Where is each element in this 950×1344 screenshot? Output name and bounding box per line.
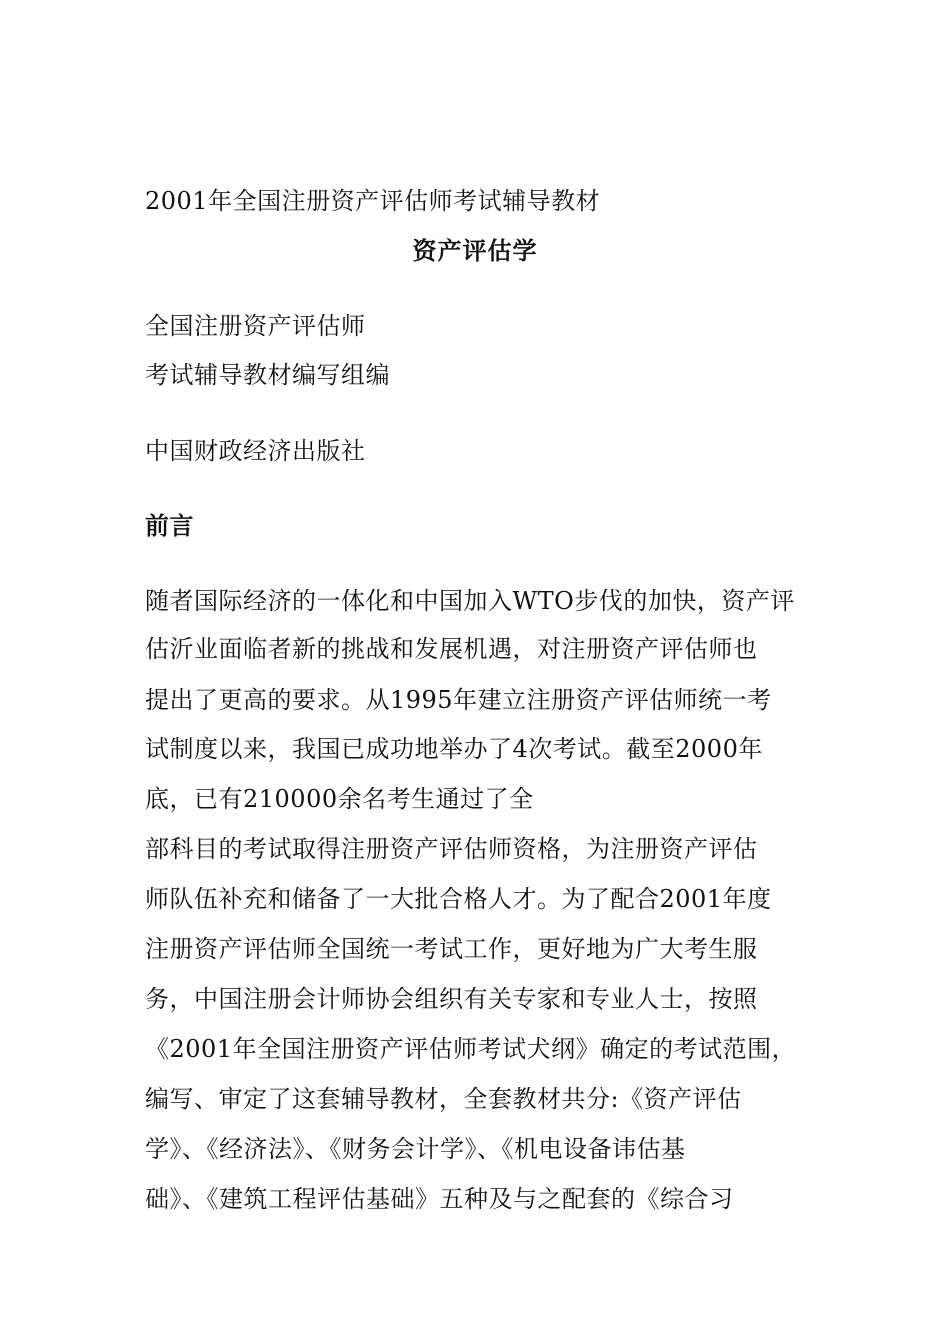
preface-line: 师队伍补充和储备了一大批合格人才。为了配合2001年度 (145, 885, 772, 913)
preface-line: 础》、《建筑工程评估基础》五种及与之配套的《综合习 (145, 1185, 734, 1213)
preface-heading: 前言 (145, 511, 194, 540)
preface-line: 提出了更高的要求。从1995年建立注册资产评估师统一考 (145, 686, 772, 714)
preface-line: 《2001年全国注册资产评估师考试犬纲》确定的考试范围， (145, 1035, 797, 1063)
preface-line: 学》、《经济法》、《财务会计学》、《机电设备讳估基 (145, 1135, 686, 1163)
preface-line: 编写、审定了这套辅导教材，全套教材共分:《资产评估 (145, 1085, 742, 1113)
author-line-1: 全国注册资产评估师 (145, 312, 366, 340)
preface-line: 部科目的考试取得注册资产评估师资格，为注册资产评估 (145, 835, 758, 863)
preface-line: 试制度以来，我国已成功地举办了4次考试。截至2000年 (145, 735, 763, 763)
preface-line: 底，已有210000余名考生通过了全 (145, 785, 534, 813)
book-title: 资产评估学 (412, 236, 538, 265)
series-title: 2001年全国注册资产评估师考试辅导教材 (145, 187, 601, 215)
preface-line: 务，中国注册会计师协会组织有关专家和专业人士，按照 (145, 985, 758, 1013)
publisher: 中国财政经济出版社 (145, 437, 366, 465)
preface-line: 注册资产评估师全国统一考试工作，更好地为广大考生服 (145, 935, 758, 963)
author-line-2: 考试辅导教材编写组编 (145, 361, 390, 389)
preface-line: 随者国际经济的一体化和中国加入WTO步伐的加快，资产评 (145, 587, 795, 615)
preface-line: 估沂业面临者新的挑战和发展机遇，对注册资产评估师也 (145, 635, 758, 663)
